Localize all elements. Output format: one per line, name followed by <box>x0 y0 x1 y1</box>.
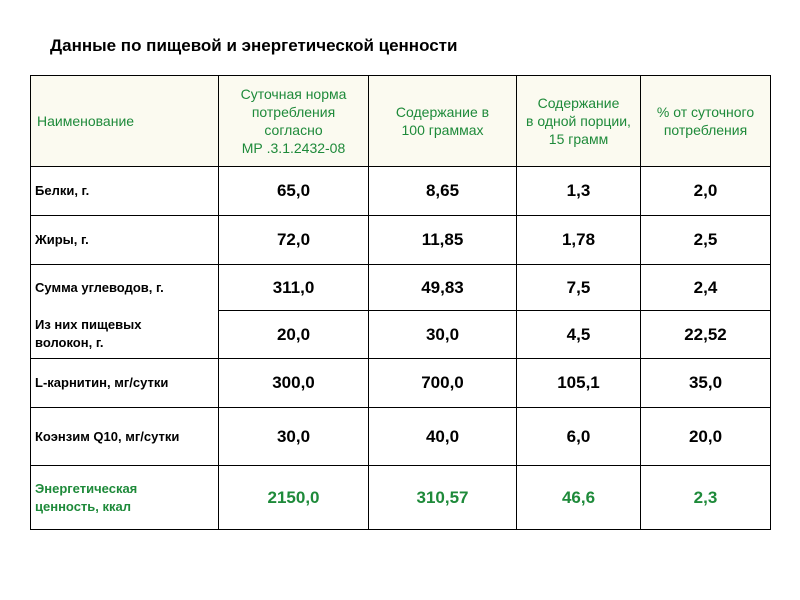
row-name: Из них пищевых волокон, г. <box>31 311 219 359</box>
cell-norm: 20,0 <box>219 311 369 359</box>
cell-portion: 6,0 <box>517 408 641 466</box>
cell-per100: 11,85 <box>369 216 517 265</box>
cell-percent: 2,5 <box>641 216 771 265</box>
row-name: L-карнитин, мг/сутки <box>31 359 219 408</box>
cell-percent: 2,3 <box>641 466 771 530</box>
cell-norm: 300,0 <box>219 359 369 408</box>
cell-portion: 46,6 <box>517 466 641 530</box>
cell-per100: 49,83 <box>369 265 517 311</box>
row-name: Жиры, г. <box>31 216 219 265</box>
table-row-fiber <box>31 311 771 359</box>
row-name: Белки, г. <box>31 167 219 216</box>
cell-per100: 40,0 <box>369 408 517 466</box>
cell-per100: 8,65 <box>369 167 517 216</box>
table-header-row <box>31 76 771 167</box>
row-name: Сумма углеводов, г. <box>31 265 219 311</box>
header-per-portion: Содержание в одной порции, 15 грамм <box>517 76 641 167</box>
cell-norm: 72,0 <box>219 216 369 265</box>
cell-norm: 65,0 <box>219 167 369 216</box>
cell-per100: 310,57 <box>369 466 517 530</box>
header-percent-daily: % от суточного потребления <box>641 76 771 167</box>
header-name: Наименование <box>31 76 219 167</box>
cell-percent: 2,4 <box>641 265 771 311</box>
cell-per100: 30,0 <box>369 311 517 359</box>
cell-portion: 1,3 <box>517 167 641 216</box>
cell-percent: 20,0 <box>641 408 771 466</box>
cell-portion: 7,5 <box>517 265 641 311</box>
table-row-coenzyme <box>31 408 771 466</box>
table-row-energy <box>31 466 771 530</box>
page-title: Данные по пищевой и энергетической ценности <box>50 36 458 55</box>
cell-norm: 311,0 <box>219 265 369 311</box>
row-name: Энергетическая ценность, ккал <box>31 466 219 530</box>
cell-norm: 30,0 <box>219 408 369 466</box>
table-row-carbs <box>31 265 771 311</box>
cell-norm: 2150,0 <box>219 466 369 530</box>
cell-per100: 700,0 <box>369 359 517 408</box>
cell-portion: 4,5 <box>517 311 641 359</box>
row-name: Коэнзим Q10, мг/сутки <box>31 408 219 466</box>
header-per-100g: Содержание в 100 граммах <box>369 76 517 167</box>
table-row-carnitine <box>31 359 771 408</box>
cell-percent: 22,52 <box>641 311 771 359</box>
cell-portion: 1,78 <box>517 216 641 265</box>
table-row-protein <box>31 167 771 216</box>
cell-percent: 35,0 <box>641 359 771 408</box>
cell-percent: 2,0 <box>641 167 771 216</box>
table-row-fat <box>31 216 771 265</box>
header-daily-norm: Суточная норма потребления согласно МР .3.1.2432-08 <box>219 76 369 167</box>
nutrition-table <box>30 75 771 530</box>
cell-portion: 105,1 <box>517 359 641 408</box>
